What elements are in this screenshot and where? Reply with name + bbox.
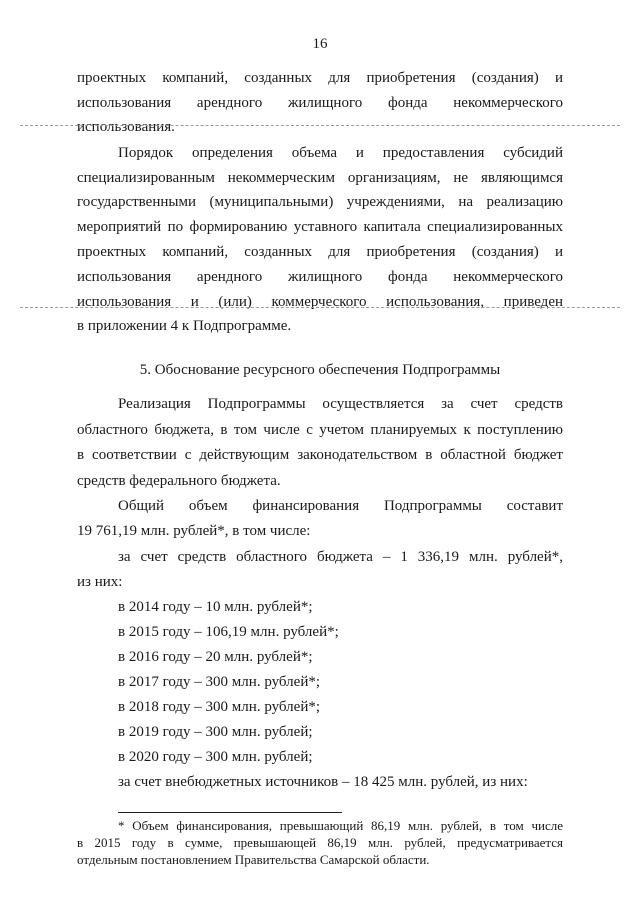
paragraph-line: за счет средств областного бюджета – 1 336,19 млн. рублей*, — [118, 549, 563, 565]
footnote-line: * Объем финансирования, превышающий 86,19 млн. рублей, в том числе — [118, 818, 563, 833]
paragraph-line: использования. — [77, 119, 175, 135]
scan-artifact-line — [20, 125, 620, 126]
footnote-line: отдельным постановлением Правительства Самарской области. — [77, 852, 430, 867]
paragraph-line: Реализация Подпрограммы осуществляется за счет средств — [118, 396, 563, 412]
paragraph-line: в приложении 4 к Подпрограмме. — [77, 318, 292, 334]
paragraph-line: из них: — [77, 574, 123, 590]
year-item: в 2020 году – 300 млн. рублей; — [118, 749, 313, 765]
footnote-rule — [118, 812, 342, 813]
year-item: в 2015 году – 106,19 млн. рублей*; — [118, 624, 339, 640]
section-title: 5. Обоснование ресурсного обеспечения Подпрограммы — [139, 362, 501, 378]
paragraph-line: в соответствии с действующим законодательством в областной бюджет — [77, 447, 563, 463]
paragraph-line: Порядок определения объема и предоставления субсидий — [118, 145, 563, 161]
paragraph-line: использования и (или) коммерческого использования, приведен — [77, 294, 563, 310]
paragraph-line: 19 761,19 млн. рублей*, в том числе: — [77, 523, 311, 539]
year-item: в 2016 году – 20 млн. рублей*; — [118, 649, 313, 665]
scan-artifact-line — [20, 307, 620, 308]
year-item: в 2014 году – 10 млн. рублей*; — [118, 599, 313, 615]
year-item: в 2019 году – 300 млн. рублей; — [118, 724, 313, 740]
paragraph-line: Общий объем финансирования Подпрограммы составит — [118, 498, 563, 514]
paragraph-line: средств федерального бюджета. — [77, 473, 281, 489]
paragraph-line: государственными (муниципальными) учреждениями, на реализацию — [77, 194, 563, 210]
paragraph-line: использования арендного жилищного фонда некоммерческого — [77, 269, 563, 285]
paragraph-line: проектных компаний, созданных для приобретения (создания) и — [77, 244, 563, 260]
paragraph-line: проектных компаний, созданных для приобретения (создания) и — [77, 70, 563, 86]
paragraph-line: использования арендного жилищного фонда некоммерческого — [77, 95, 563, 111]
paragraph-line: мероприятий по формированию уставного капитала специализированных — [77, 219, 563, 235]
paragraph-line: областного бюджета, в том числе с учетом планируемых к поступлению — [77, 422, 563, 438]
page-number: 16 — [312, 36, 328, 52]
extrabudget-line: за счет внебюджетных источников – 18 425 млн. рублей, из них: — [118, 774, 528, 790]
year-item: в 2018 году – 300 млн. рублей*; — [118, 699, 321, 715]
year-item: в 2017 году – 300 млн. рублей*; — [118, 674, 321, 690]
paragraph-line: специализированным некоммерческим организациям, не являющимся — [77, 170, 563, 186]
footnote-line: в 2015 году в сумме, превышающей 86,19 млн. рублей, предусматривается — [77, 835, 563, 850]
